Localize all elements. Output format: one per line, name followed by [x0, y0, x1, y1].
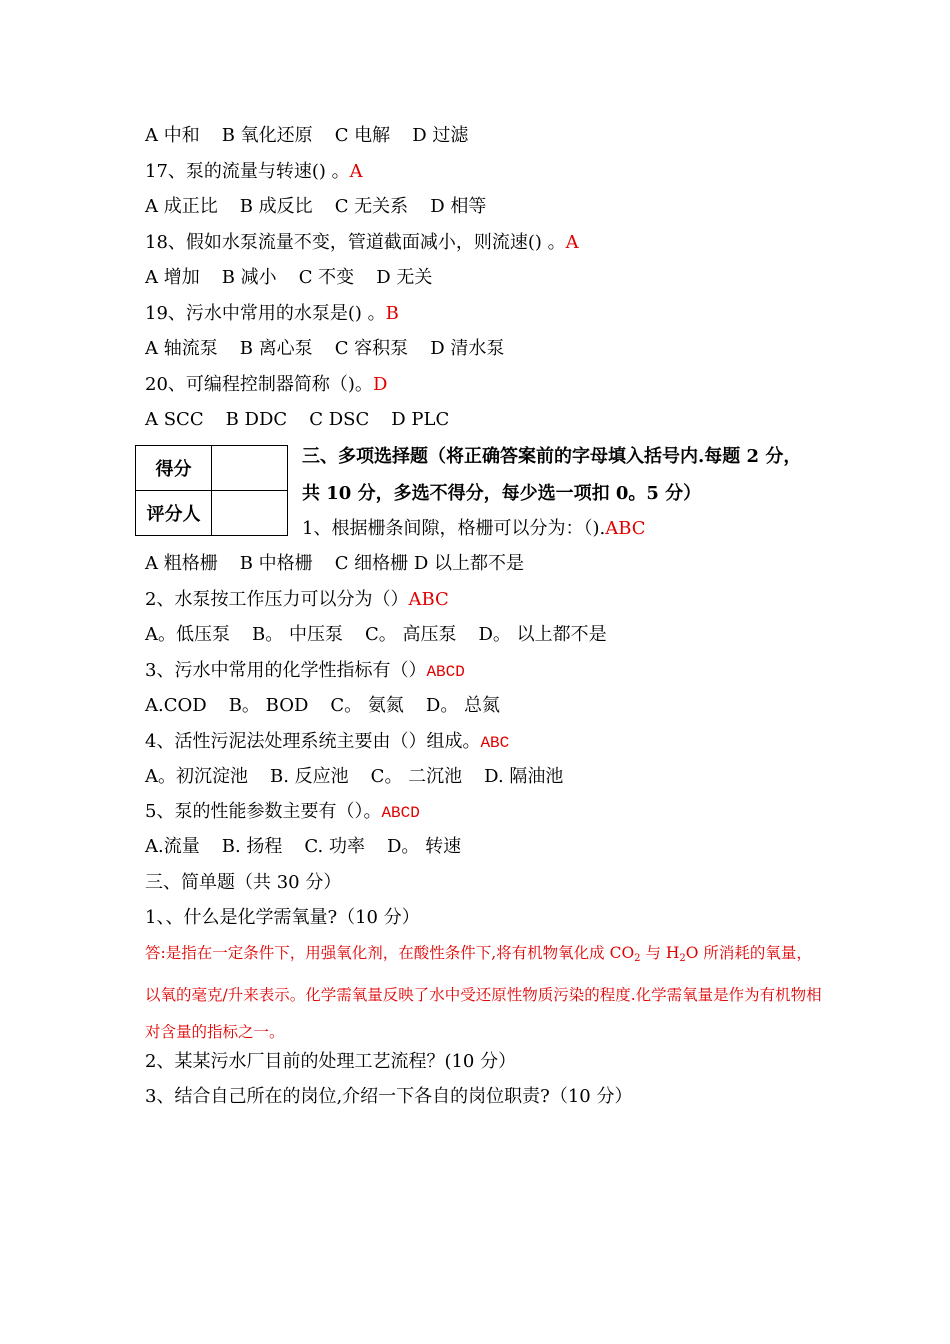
option-item: C 无关系: [334, 196, 409, 217]
answer-text-part1: 答:是指在一定条件下，用强氧化剂，在酸性条件下,将有机物氧化成 CO: [145, 944, 635, 962]
answer-key: ABCD: [426, 663, 465, 681]
option-item: B。 中压泵: [252, 624, 343, 645]
question-line: [145, 373, 387, 397]
grader-label: 评分人: [136, 491, 212, 536]
short-answer-heading: 三、简单题（共 30 分）: [145, 872, 342, 893]
score-table: [135, 445, 288, 536]
question-line: [145, 231, 579, 255]
answer-text-part2: 与 H: [640, 944, 680, 962]
option-item: A 粗格栅: [145, 553, 218, 574]
option-item: B 氧化还原: [221, 125, 313, 146]
short-question-3: 3、结合自己所在的岗位,介绍一下各自的岗位职责?（10 分）: [145, 1086, 633, 1107]
option-item: C 容积泵: [334, 338, 409, 359]
question-line: [145, 800, 420, 825]
option-item: A.COD: [145, 695, 207, 716]
options-row: [145, 765, 585, 789]
option-item: B DDC: [225, 409, 288, 430]
options-row: [145, 694, 522, 718]
options-row: [145, 408, 471, 432]
score-label: 得分: [136, 446, 212, 491]
option-item: D。 以上都不是: [478, 624, 607, 645]
option-item: D. 隔油池: [484, 766, 564, 787]
answer-key: ABCD: [381, 804, 420, 822]
question-line: [145, 588, 449, 612]
option-item: C 不变: [298, 267, 355, 288]
question-text: 2、水泵按工作压力可以分为（）: [145, 589, 409, 610]
option-item: A 增加: [145, 267, 200, 288]
answer-text-part3: O 所消耗的氧量，以氧的毫克/升来表示。化学需氧量反映了水中受还原性物质污染的程度.化学需氧量是作为有机物相对含量的指标之一。: [145, 944, 822, 1041]
options-row: [145, 195, 508, 219]
option-item: B 减小: [221, 267, 277, 288]
option-item: C。 高压泵: [364, 624, 457, 645]
answer-key: ABC: [408, 589, 449, 610]
answer-key: D: [372, 374, 388, 395]
option-item: A 中和: [145, 125, 200, 146]
question-text: 3、污水中常用的化学性指标有（）: [145, 660, 427, 681]
question-text: 20、可编程控制器简称（)。: [145, 374, 373, 395]
option-item: C DSC: [309, 409, 370, 430]
question-line: [145, 160, 363, 184]
question-line: [145, 302, 399, 326]
short-question-2: 2、某某污水厂目前的处理工艺流程？(10 分）: [145, 1051, 517, 1072]
option-item: C. 功率: [304, 836, 365, 857]
option-item: D 清水泵: [430, 338, 505, 359]
answer-key: B: [385, 303, 399, 324]
option-item: B. 反应池: [270, 766, 349, 787]
option-item: A。低压泵: [145, 624, 230, 645]
option-item: B 离心泵: [239, 338, 313, 359]
question-text: 1、根据栅条间隙，格栅可以分为：（).: [302, 518, 606, 539]
short-answer-1: [145, 935, 825, 1051]
option-item: C。 二沉池: [370, 766, 463, 787]
options-row: [145, 623, 629, 647]
options-row: [145, 835, 483, 859]
option-item: A.流量: [145, 836, 200, 857]
option-item: A 轴流泵: [145, 338, 218, 359]
question-text: 4、活性污泥法处理系统主要由（）组成。: [145, 731, 481, 752]
question-line: [145, 659, 465, 684]
options-row: [145, 552, 546, 576]
option-item: D 无关: [376, 267, 433, 288]
option-item: A SCC: [145, 409, 204, 430]
option-item: B. 扬程: [221, 836, 283, 857]
answer-key: ABC: [605, 518, 646, 539]
option-item: D 相等: [430, 196, 487, 217]
options-row: [145, 337, 526, 361]
subscript: 2: [634, 953, 641, 964]
subscript: 2: [679, 953, 686, 964]
question-text: 18、假如水泵流量不变，管道截面减小，则流速() 。: [145, 232, 566, 253]
multi-question-1: [302, 517, 646, 541]
option-item: D PLC: [391, 409, 450, 430]
question-line: [145, 730, 509, 755]
section3-title-line1: 三、多项选择题（将正确答案前的字母填入括号内.每题 2 分，: [302, 446, 802, 467]
option-item: B 成反比: [239, 196, 313, 217]
option-item: B。 BOD: [228, 695, 309, 716]
short-question-1: 1、、什么是化学需氧量?（10 分）: [145, 907, 420, 928]
option-item: A。初沉淀池: [145, 766, 248, 787]
options-row: [145, 124, 490, 148]
answer-key: ABC: [480, 734, 510, 752]
question-text: 17、泵的流量与转速() 。: [145, 161, 350, 182]
option-item: D。 总氮: [425, 695, 501, 716]
answer-key: A: [349, 161, 363, 182]
options-row: [145, 266, 454, 290]
option-item: C 电解: [334, 125, 391, 146]
question-text: 5、泵的性能参数主要有（）。: [145, 801, 382, 822]
grader-cell: [212, 491, 288, 536]
question-text: 19、污水中常用的水泵是() 。: [145, 303, 386, 324]
option-item: B 中格栅: [239, 553, 313, 574]
option-item: A 成正比: [145, 196, 218, 217]
answer-key: A: [565, 232, 579, 253]
option-item: D。 转速: [386, 836, 462, 857]
option-item: D 过滤: [412, 125, 469, 146]
option-item: C。 氨氮: [330, 695, 404, 716]
section3-title-line2: 共 10 分，多选不得分，每少选一项扣 0。5 分）: [302, 483, 702, 504]
option-item: C 细格栅 D 以上都不是: [334, 553, 525, 574]
score-cell: [212, 446, 288, 491]
